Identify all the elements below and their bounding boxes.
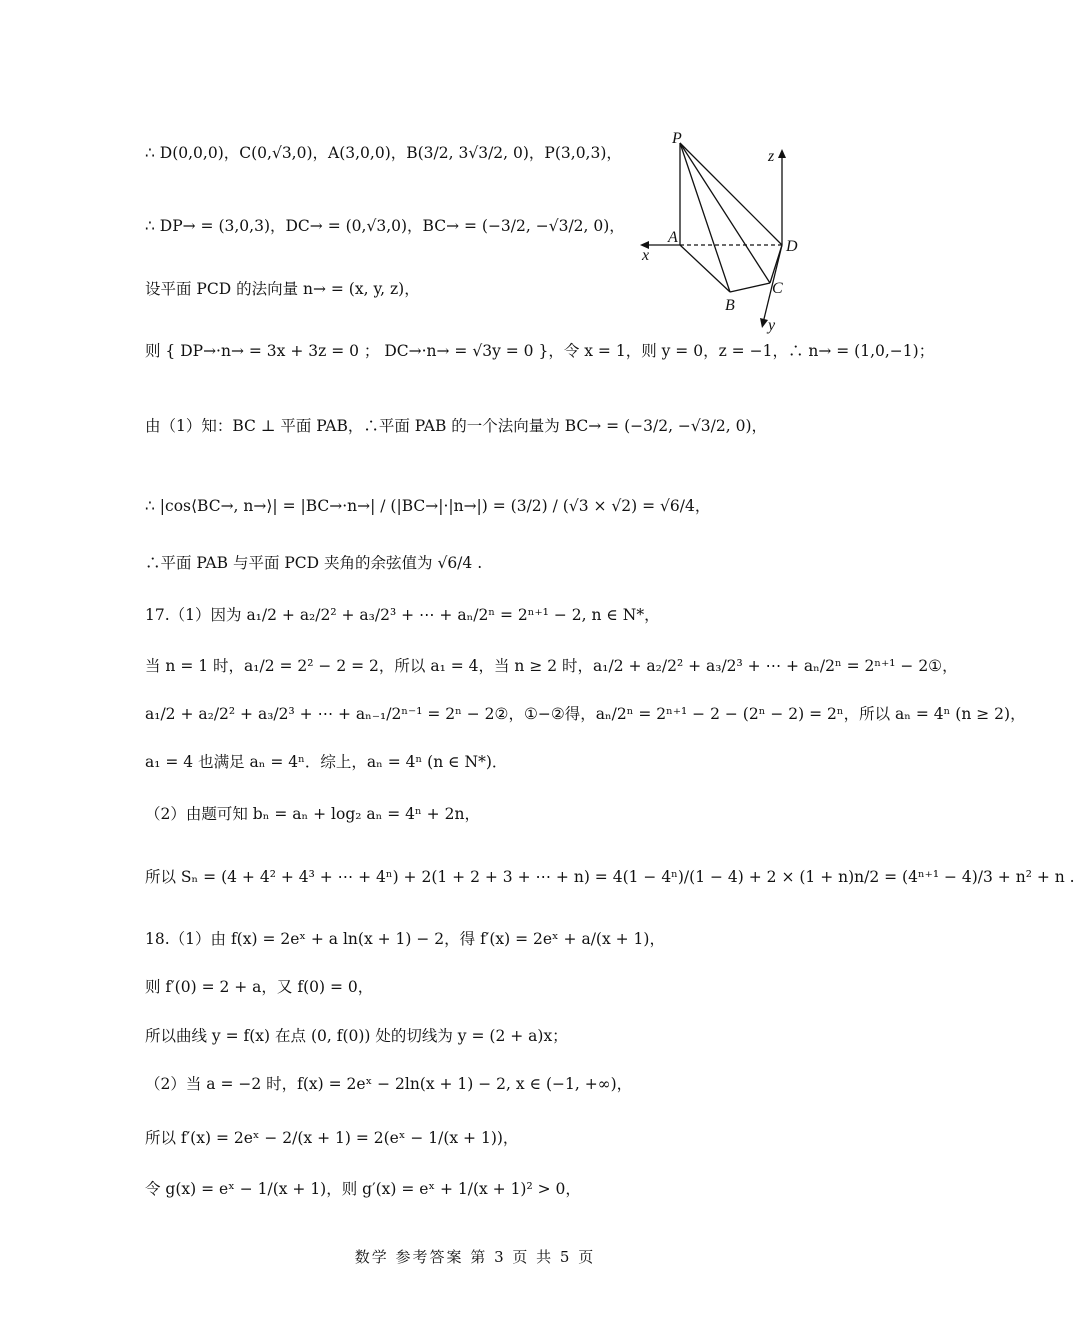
q18-part2: （2）当 a = −2 时，f(x) = 2eˣ − 2ln(x + 1) − 2, x ∈ (−1, +∞)， bbox=[145, 1075, 633, 1093]
q17-subtract: a₁/2 + a₂/2² + a₃/2³ + ⋯ + aₙ₋₁/2ⁿ⁻¹ = 2ⁿ − 2②，①−②得，aₙ/2ⁿ = 2ⁿ⁺¹ − 2 − (2ⁿ − 2) = 2ⁿ，所以 aₙ = 4ⁿ (n ≥ 2)， bbox=[145, 705, 1026, 723]
edge-bc bbox=[730, 283, 770, 292]
edge-pb bbox=[680, 143, 730, 292]
label-p: P bbox=[672, 130, 682, 147]
page-footer: 数学 参考答案 第 3 页 共 5 页 bbox=[354, 1248, 596, 1266]
q17-part2: （2）由题可知 bₙ = aₙ + log₂ aₙ = 4ⁿ + 2n， bbox=[145, 805, 480, 823]
q17-n1-case: 当 n = 1 时，a₁/2 = 2² − 2 = 2，所以 a₁ = 4，当 n ≥ 2 时，a₁/2 + a₂/2² + a₃/2³ + ⋯ + aₙ/2ⁿ = 2ⁿ⁺¹ − 2①， bbox=[145, 657, 958, 675]
q17-conclusion: a₁ = 4 也满足 aₙ = 4ⁿ．综上，aₙ = 4ⁿ (n ∈ N*)． bbox=[145, 753, 508, 771]
label-z: z bbox=[768, 148, 775, 165]
label-x: x bbox=[642, 247, 650, 264]
label-y: y bbox=[768, 317, 776, 334]
label-c: C bbox=[772, 280, 783, 297]
q18-f-at-zero: 则 f′(0) = 2 + a，又 f(0) = 0， bbox=[145, 978, 374, 996]
q18-g-definition: 令 g(x) = eˣ − 1/(x + 1)，则 g′(x) = eˣ + 1/(x + 1)² > 0， bbox=[145, 1180, 581, 1198]
q18-tangent: 所以曲线 y = f(x) 在点 (0, f(0)) 处的切线为 y = (2 + a)x； bbox=[145, 1027, 568, 1045]
label-b: B bbox=[725, 297, 735, 314]
label-d: D bbox=[786, 238, 798, 255]
normal-vector-system: 则 { DP→·n→ = 3x + 3z = 0 ； DC→·n→ = √3y = 0 }，令 x = 1，则 y = 0，z = −1，∴ n→ = (1,0,−1)； bbox=[145, 342, 935, 360]
q17-sum: 所以 Sₙ = (4 + 4² + 4³ + ⋯ + 4ⁿ) + 2(1 + 2 + 3 + ⋯ + n) = 4(1 − 4ⁿ)/(1 − 4) + 2 × (1 + n)n/2 = (4ⁿ⁺¹ − 4)/3 + n² + n . bbox=[145, 868, 1075, 886]
cosine-computation: ∴ |cos⟨BC→, n→⟩| = |BC→·n→| / (|BC→|·|n→|) = (3/2) / (√3 × √2) = √6/4， bbox=[145, 497, 711, 515]
q18-part1-derivative: 18.（1）由 f(x) = 2eˣ + a ln(x + 1) − 2，得 f′(x) = 2eˣ + a/(x + 1)， bbox=[145, 930, 665, 948]
axis-y-arrow bbox=[760, 318, 768, 328]
edge-pc bbox=[680, 143, 770, 283]
vectors-line: ∴ DP→ = (3,0,3)，DC→ = (0,√3,0)，BC→ = (−3/2, −√3/2, 0)， bbox=[145, 217, 625, 235]
label-a: A bbox=[668, 229, 678, 246]
edge-pd bbox=[680, 143, 782, 245]
q18-fprime: 所以 f′(x) = 2eˣ − 2/(x + 1) = 2(eˣ − 1/(x + 1))， bbox=[145, 1129, 519, 1147]
cosine-conclusion: ∴平面 PAB 与平面 PCD 夹角的余弦值为 √6/4 . bbox=[145, 554, 483, 572]
pyramid-figure bbox=[630, 125, 820, 335]
axis-z-arrow bbox=[778, 149, 786, 158]
coordinates-line: ∴ D(0,0,0)，C(0,√3,0)，A(3,0,0)，B(3/2, 3√3/2, 0)，P(3,0,3)， bbox=[145, 144, 622, 162]
plane-pab-normal: 由（1）知：BC ⊥ 平面 PAB，∴平面 PAB 的一个法向量为 BC→ = (−3/2, −√3/2, 0)， bbox=[145, 417, 767, 435]
normal-vector-intro: 设平面 PCD 的法向量 n→ = (x, y, z)， bbox=[145, 280, 420, 298]
q17-part1-given: 17.（1）因为 a₁/2 + a₂/2² + a₃/2³ + ⋯ + aₙ/2ⁿ = 2ⁿ⁺¹ − 2, n ∈ N*， bbox=[145, 606, 660, 624]
